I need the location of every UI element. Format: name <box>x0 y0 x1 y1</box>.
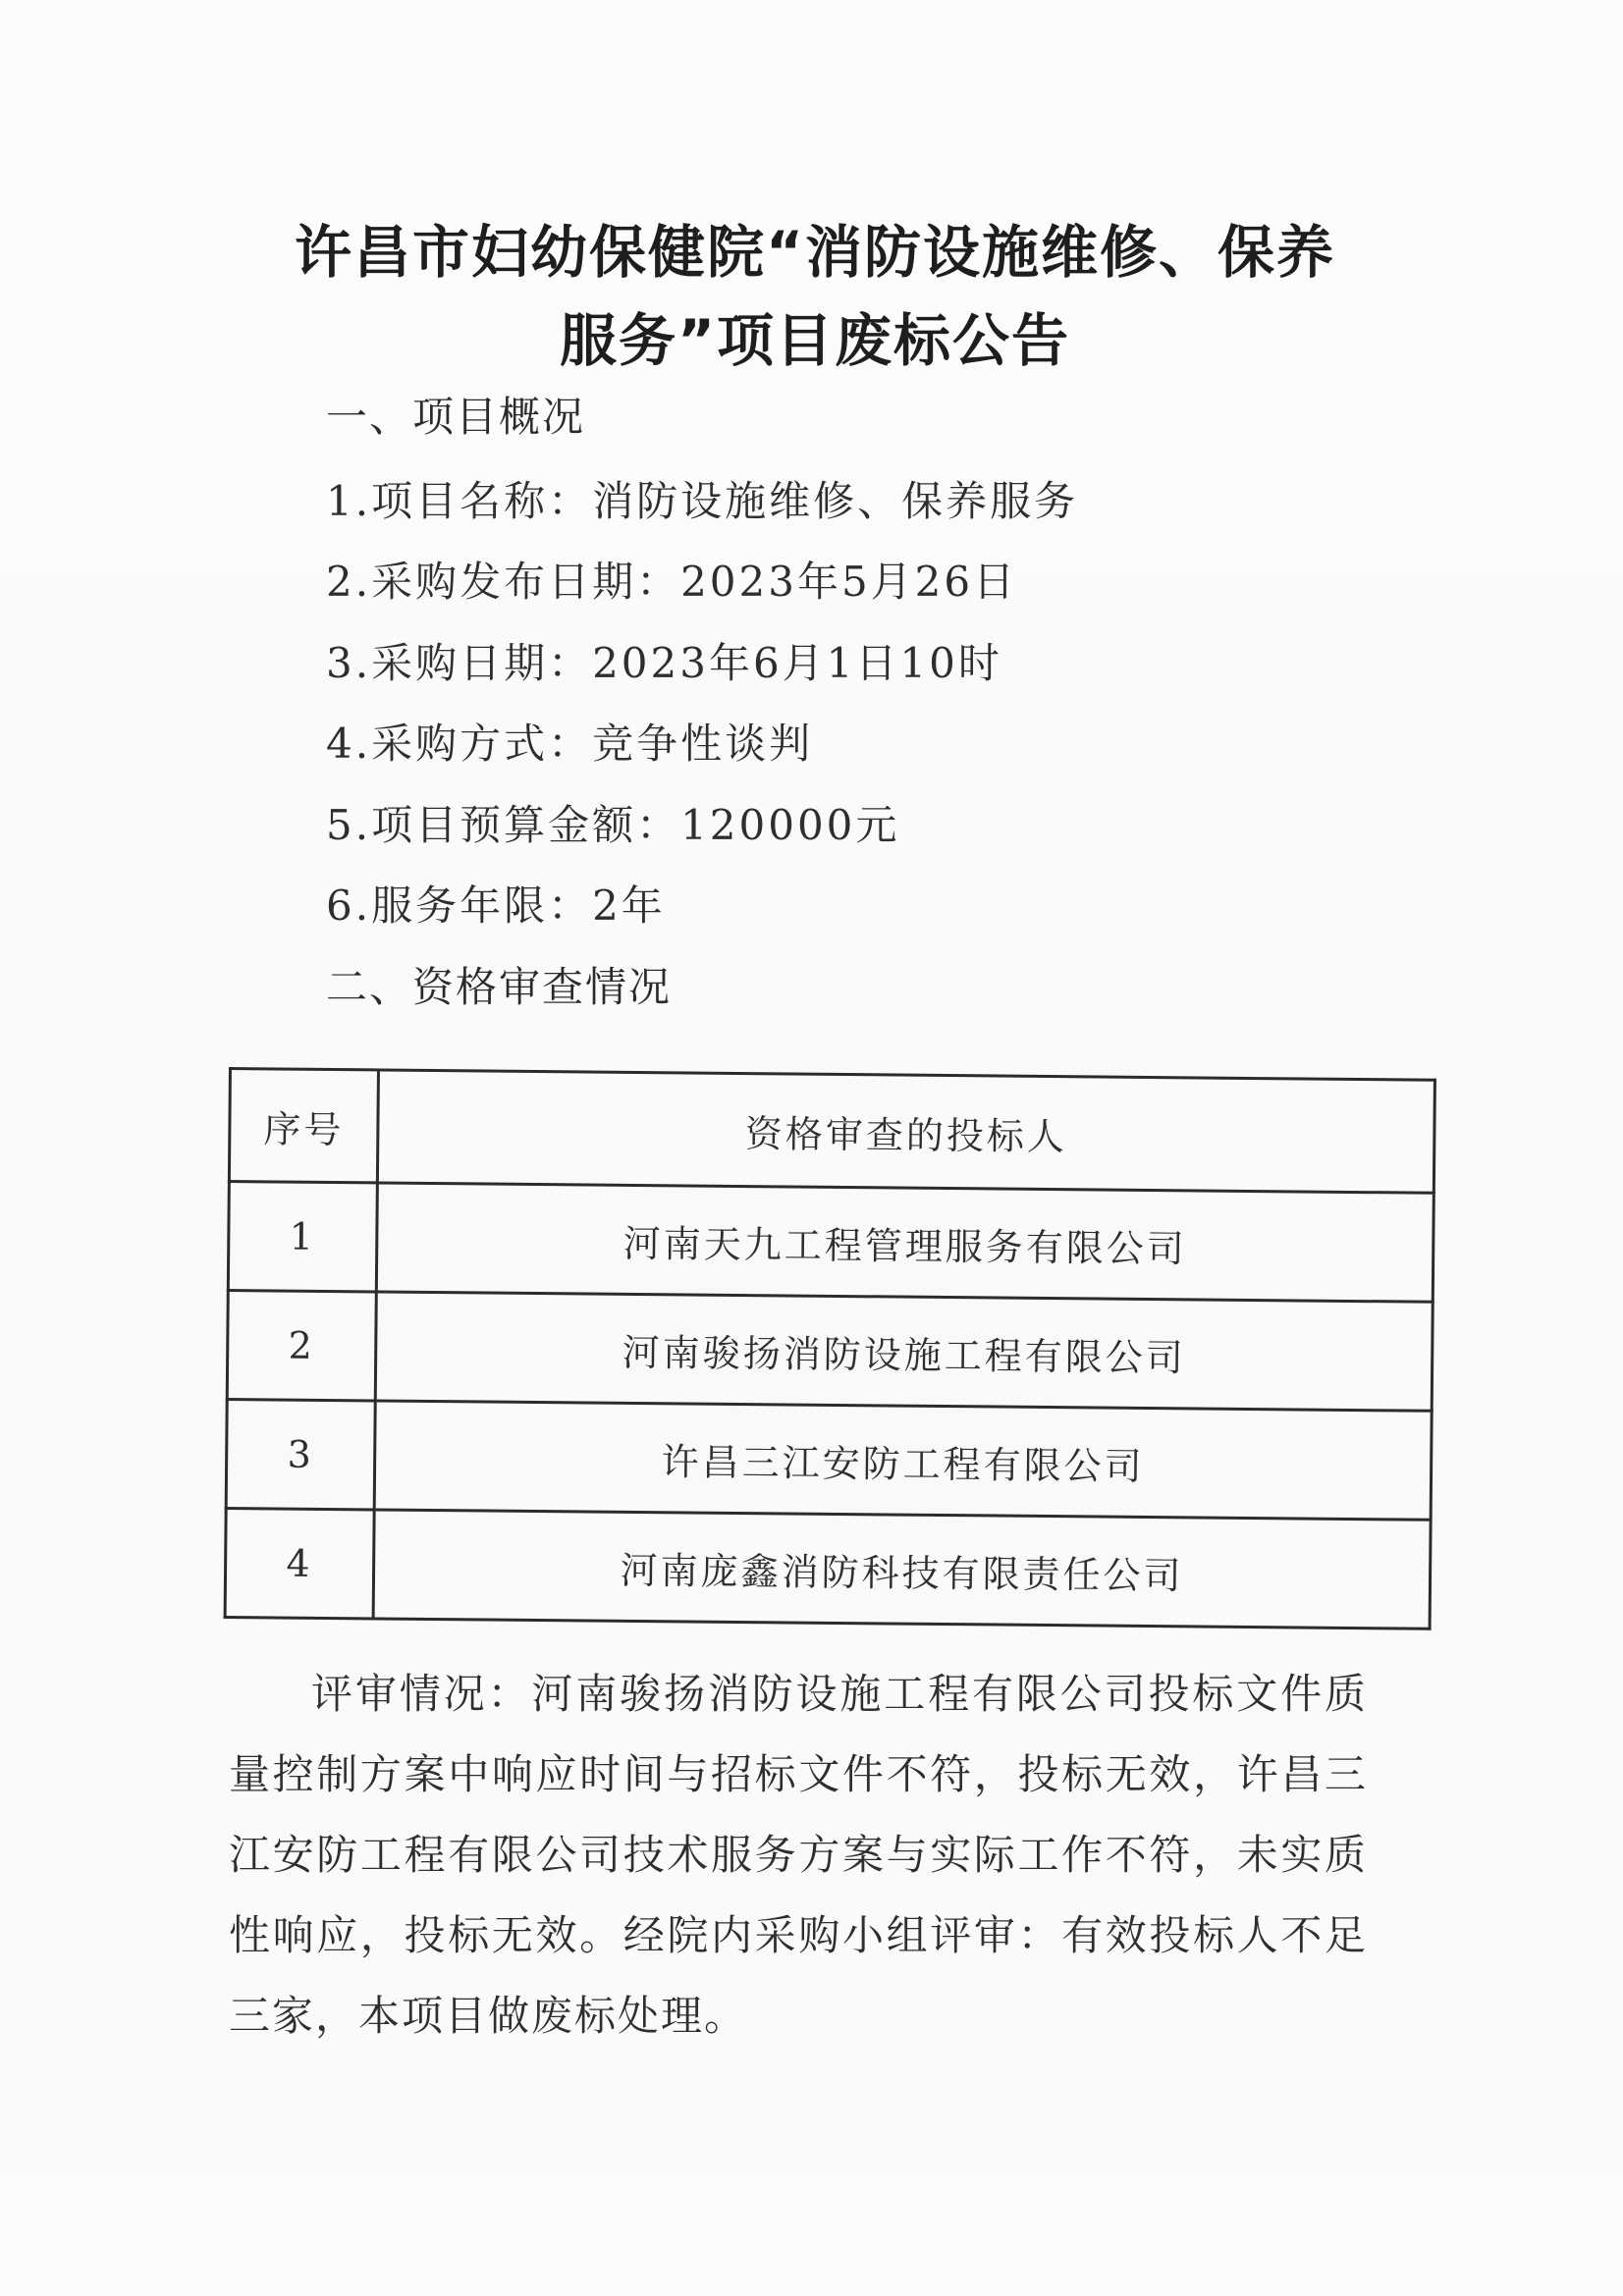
table-cell-bidder: 河南骏扬消防设施工程有限公司 <box>375 1292 1433 1411</box>
table-cell-bidder: 河南天九工程管理服务有限公司 <box>376 1183 1434 1302</box>
table-cell-no: 2 <box>227 1291 376 1401</box>
table-cell-no: 3 <box>226 1399 375 1509</box>
table-cell-no: 4 <box>225 1508 374 1618</box>
document-title-line-1: 许昌市妇幼保健院“消防设施维修、保养 <box>294 219 1336 286</box>
qualification-table <box>224 1067 1436 1624</box>
overview-item-procurement-method: 4.采购方式：竞争性谈判 <box>326 720 814 768</box>
table-row <box>225 1508 1431 1629</box>
table-row <box>227 1291 1433 1412</box>
overview-item-publish-date: 2.采购发布日期：2023年5月26日 <box>326 558 1018 606</box>
overview-item-budget: 5.项目预算金额：120000元 <box>326 801 900 849</box>
section-heading-qualification: 二、资格审查情况 <box>326 963 673 1011</box>
overview-item-procurement-date: 3.采购日期：2023年6月1日10时 <box>326 639 1002 687</box>
overview-item-project-name: 1.项目名称：消防设施维修、保养服务 <box>326 477 1079 525</box>
table-row <box>226 1399 1432 1520</box>
table-header-row <box>229 1069 1434 1194</box>
table-cell-no: 1 <box>228 1182 377 1292</box>
review-paragraph: 评审情况：河南骏扬消防设施工程有限公司投标文件质量控制方案中响应时间与招标文件不符，投标无效，许昌三江安防工程有限公司技术服务方案与实际工作不符，未实质性响应，投标无效。经院内采购小组评审：有效投标人不足三家，本项目做废标处理。 <box>229 1670 1368 2040</box>
table-cell-bidder: 河南庞鑫消防科技有限责任公司 <box>373 1510 1431 1629</box>
table-header-bidder: 资格审查的投标人 <box>377 1070 1434 1193</box>
table-cell-bidder: 许昌三江安防工程有限公司 <box>374 1401 1432 1520</box>
document-title-line-2: 服务”项目废标公告 <box>559 307 1071 374</box>
overview-item-service-term: 6.服务年限：2年 <box>326 881 666 930</box>
table-row <box>228 1182 1434 1303</box>
table-header-no: 序号 <box>229 1069 378 1183</box>
section-heading-overview: 一、项目概况 <box>326 393 586 441</box>
